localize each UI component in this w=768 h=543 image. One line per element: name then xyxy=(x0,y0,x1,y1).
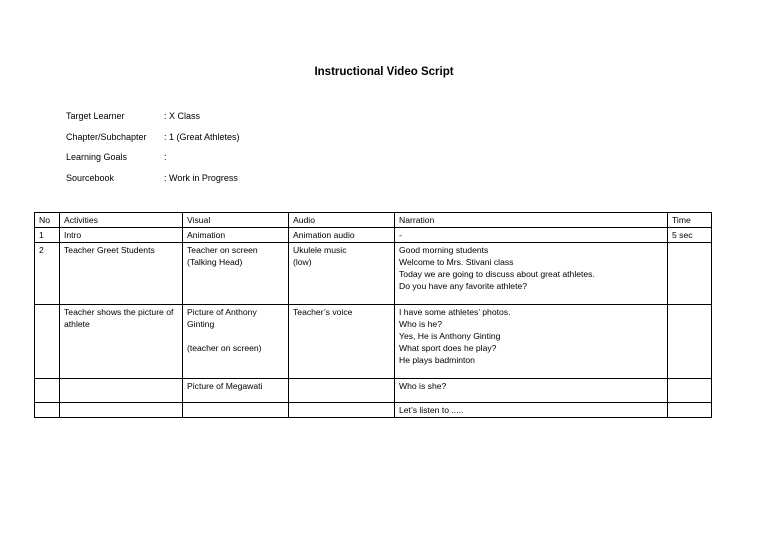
column-header-no: No xyxy=(35,213,60,228)
cell-visual xyxy=(183,379,289,403)
cell-time xyxy=(668,403,712,418)
cell-text: Teacher’s voice xyxy=(293,307,353,317)
cell-time xyxy=(668,379,712,403)
meta-label: Chapter/Subchapter xyxy=(66,131,147,142)
table-row xyxy=(35,379,712,403)
cell-audio xyxy=(289,305,395,379)
column-header-activities: Activities xyxy=(60,213,183,228)
cell-text: Animation audio xyxy=(293,230,355,240)
cell-text: 1 xyxy=(39,230,44,240)
cell-narration xyxy=(395,228,668,243)
meta-label: Learning Goals xyxy=(66,152,128,163)
cell-visual xyxy=(183,403,289,418)
cell-text: 2 xyxy=(39,245,44,255)
cell-narration xyxy=(395,379,668,403)
cell-text: - xyxy=(399,230,402,240)
cell-text: (low) xyxy=(293,257,312,267)
cell-no xyxy=(35,228,60,243)
cell-text: Welcome to Mrs. Stivani class xyxy=(399,257,514,267)
cell-time xyxy=(668,228,712,243)
cell-activities xyxy=(60,403,183,418)
cell-text: I have some athletes’ photos. xyxy=(399,307,511,317)
cell-visual xyxy=(183,243,289,305)
meta-label: Sourcebook xyxy=(66,172,115,183)
cell-text: (teacher on screen) xyxy=(187,343,262,353)
cell-time xyxy=(668,305,712,379)
cell-no xyxy=(35,305,60,379)
table-row xyxy=(35,305,712,379)
cell-visual xyxy=(183,305,289,379)
cell-activities xyxy=(60,228,183,243)
column-header-audio: Audio xyxy=(289,213,395,228)
cell-text: Good morning students xyxy=(399,245,489,255)
cell-text: Let’s listen to ..... xyxy=(399,405,464,415)
cell-no xyxy=(35,243,60,305)
cell-no xyxy=(35,379,60,403)
table-row xyxy=(35,243,712,305)
cell-text: He plays badminton xyxy=(399,355,475,365)
table-row xyxy=(35,228,712,243)
meta-value: : Work in Progress xyxy=(164,172,238,183)
cell-visual xyxy=(183,228,289,243)
cell-no xyxy=(35,403,60,418)
cell-text: Intro xyxy=(64,230,82,240)
cell-text: Ukulele music xyxy=(293,245,347,255)
cell-text: Teacher on screen xyxy=(187,245,258,255)
cell-audio xyxy=(289,403,395,418)
cell-audio xyxy=(289,243,395,305)
cell-activities xyxy=(60,305,183,379)
cell-text: Yes, He is Anthony Ginting xyxy=(399,331,501,341)
table-row xyxy=(35,403,712,418)
cell-time xyxy=(668,243,712,305)
cell-audio xyxy=(289,379,395,403)
cell-text: Who is she? xyxy=(399,381,447,391)
cell-activities xyxy=(60,379,183,403)
cell-narration xyxy=(395,243,668,305)
cell-text: 5 sec xyxy=(672,230,693,240)
meta-value: : X Class xyxy=(164,111,201,121)
cell-spacer xyxy=(187,330,284,342)
cell-text: Who is he? xyxy=(399,319,442,329)
column-header-narration: Narration xyxy=(395,213,668,228)
column-header-visual: Visual xyxy=(183,213,289,228)
column-header-time: Time xyxy=(668,213,712,228)
cell-activities xyxy=(60,243,183,305)
cell-text: Do you have any favorite athlete? xyxy=(399,281,528,291)
cell-text: Today we are going to discuss about great athletes. xyxy=(399,269,595,279)
cell-text: What sport does he play? xyxy=(399,343,497,353)
cell-narration xyxy=(395,305,668,379)
cell-text: Animation xyxy=(187,230,226,240)
table-header-row xyxy=(35,213,712,228)
meta-value: : 1 (Great Athletes) xyxy=(164,131,240,142)
meta-value: : xyxy=(164,152,167,163)
cell-text: Teacher Greet Students xyxy=(64,245,155,255)
meta-label: Target Learner xyxy=(66,111,125,121)
script-table xyxy=(34,212,712,418)
cell-audio xyxy=(289,228,395,243)
cell-text: Picture of Anthony Ginting xyxy=(187,307,257,329)
cell-text: Picture of Megawati xyxy=(187,381,263,391)
cell-text: (Talking Head) xyxy=(187,257,243,267)
cell-text: Teacher shows the picture of athlete xyxy=(64,307,174,329)
cell-narration xyxy=(395,403,668,418)
document-title: Instructional Video Script xyxy=(314,66,454,78)
